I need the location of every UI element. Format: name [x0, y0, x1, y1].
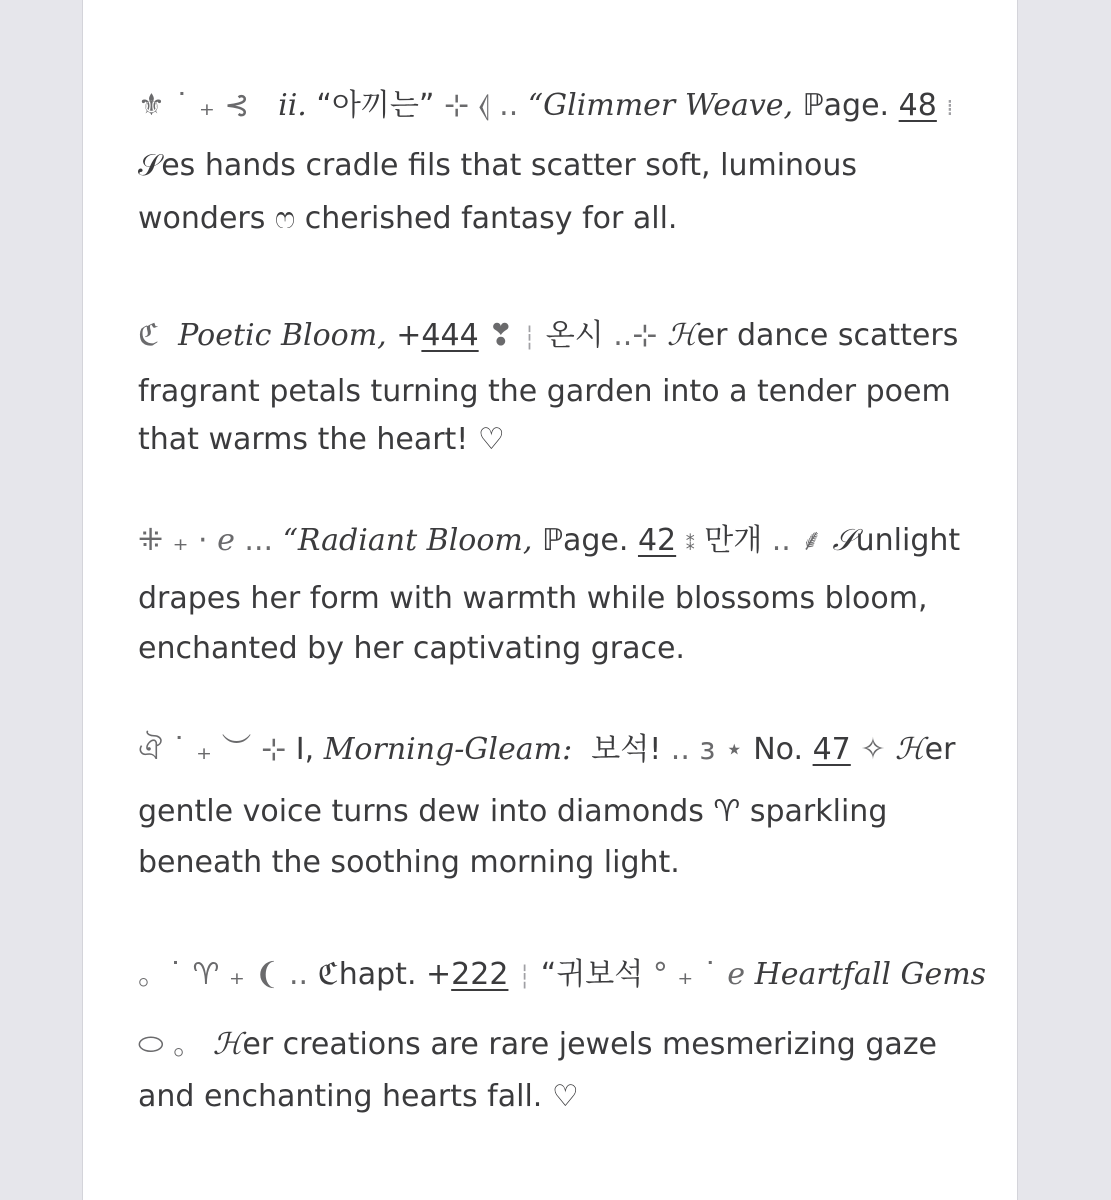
plus-sign: + [426, 957, 452, 992]
body-line: drapes her form with warmth while blossoms bloom, [138, 581, 928, 616]
korean-word: “귀보석 [540, 957, 644, 992]
body-line: fragrant petals turning the garden into a tender poem [138, 374, 951, 409]
decorative-symbols: ° ₊ ˙ ℯ [652, 957, 746, 992]
korean-word: 온시 [545, 318, 604, 353]
entry-title: “Radiant Bloom, [282, 523, 533, 558]
body-line: 𝒮es hands cradle fils that scatter soft, luminous [138, 148, 858, 183]
korean-word: 만개 [704, 523, 763, 558]
entry-title: “Glimmer Weave, [527, 88, 794, 123]
decorative-symbol: ℭ [138, 318, 160, 353]
document-page [82, 0, 1018, 1200]
body-text: er creations are rare jewels mesmerizing gaze [242, 1027, 938, 1062]
header-text: er dance scatters [696, 318, 959, 353]
decorative-symbols: .. ⸙ [771, 523, 823, 558]
page-number: 48 [898, 88, 937, 123]
entry-header [138, 958, 986, 995]
entry-number: 47 [812, 732, 851, 767]
body-line: beneath the soothing morning light. [138, 845, 680, 880]
separator-symbol: ┆ [522, 326, 537, 351]
body-line: wonders ෆ cherished fantasy for all. [138, 201, 678, 236]
script-letter: ℋ [895, 732, 925, 767]
number-prefix: No. [753, 732, 804, 767]
body-line: and enchanting hearts fall. ♡ [138, 1079, 579, 1114]
page-prefix: ℙage. [802, 88, 890, 123]
header-text: er [924, 732, 956, 767]
script-letter: 𝒮 [832, 523, 856, 558]
entry-title: Heartfall Gems [754, 957, 987, 992]
separator-symbol: ⁑ [685, 534, 695, 555]
decorative-symbols: .. ɜ ⋆ [670, 732, 744, 767]
entry-header [138, 524, 960, 562]
decorative-symbols: ⚜ ˙ ₊ ⊰ [138, 88, 250, 123]
page-number: 42 [637, 523, 677, 558]
roman-numeral: I, [295, 732, 315, 767]
entry-header [138, 733, 955, 767]
entry-number: 444 [421, 318, 479, 353]
body-line: gentle voice turns dew into diamonds ♈ sparkling [138, 794, 888, 829]
entry-header [138, 319, 958, 356]
roman-numeral: ii. [278, 88, 307, 123]
separator-symbol: ┆ [517, 965, 532, 990]
decorative-symbols: ⁜ ₊ · ℯ ... [138, 523, 274, 558]
script-letter: ℋ [212, 1027, 243, 1062]
body-line [138, 1028, 937, 1062]
entry-title: Poetic Bloom, [178, 318, 387, 353]
entry-header [138, 89, 953, 126]
heart-icon: ❣ [488, 318, 514, 353]
entry-title: Morning-Gleam: [323, 732, 573, 767]
body-line: that warms the heart! ♡ [138, 422, 505, 457]
body-line: enchanted by her captivating grace. [138, 631, 685, 666]
korean-word: 보석! [591, 732, 662, 767]
chapter-number: 222 [451, 957, 509, 992]
plus-sign: + [396, 318, 422, 353]
script-letter: ℋ [666, 318, 697, 353]
decorative-symbols: ..⊹ [613, 318, 658, 353]
decorative-symbols: ⊹ ⦉ .. [443, 88, 519, 123]
page-prefix: ℙage. [541, 523, 629, 558]
header-text: unlight [855, 523, 961, 558]
decorative-symbols: ⬭ 。 [138, 1027, 204, 1062]
chapter-prefix: ℭhapt. [317, 957, 417, 992]
korean-word: “아끼는” [316, 88, 435, 123]
sparkle-icon: ✧ [860, 732, 886, 767]
separator-symbol: ⁞ [946, 96, 954, 121]
decorative-symbols: 。˙ ♈ ₊ ❨ .. [138, 957, 309, 992]
decorative-symbols: ঐ ˙ ₊ ︶ ⊹ [138, 732, 287, 767]
